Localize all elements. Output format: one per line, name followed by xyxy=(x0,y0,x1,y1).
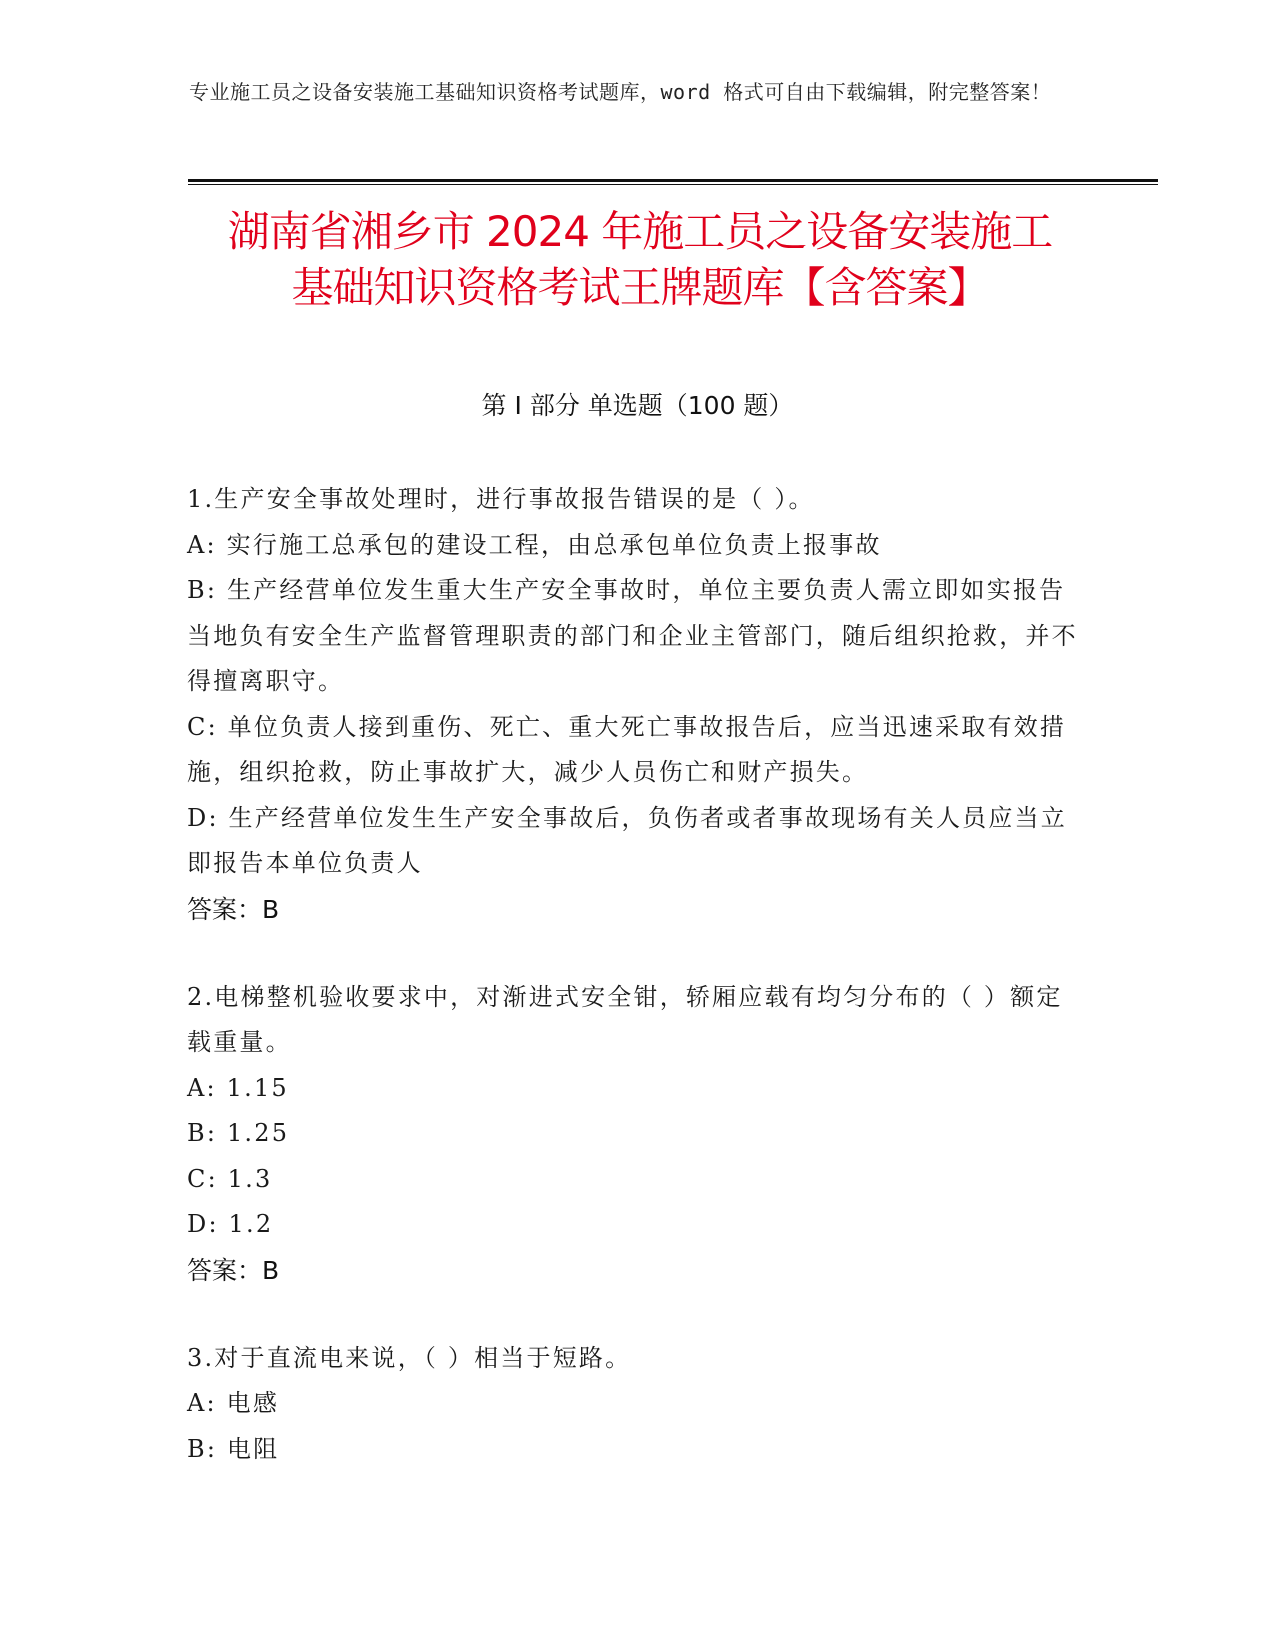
header-note: 专业施工员之设备安装施工基础知识资格考试题库，word 格式可自由下载编辑，附完整答案！ xyxy=(189,80,1052,104)
question-1 xyxy=(187,477,1087,933)
option-d: D: 生产经营单位发生生产安全事故后，负伤者或者事故现场有关人员应当立即报告本单位负责人 xyxy=(187,803,1067,877)
option-b: B: 1.25 xyxy=(187,1119,290,1147)
option-a: A: 实行施工总承包的建设工程，由总承包单位负责上报事故 xyxy=(187,530,882,559)
question-stem: 3.对于直流电来说，（ ）相当于短路。 xyxy=(187,1343,632,1372)
option-b: B: 生产经营单位发生重大生产安全事故时，单位主要负责人需立即如实报告当地负有安全生产监督管理职责的部门和企业主管部门，随后组织抢救，并不得擅离职守。 xyxy=(187,576,1078,695)
option-a: A: 1.15 xyxy=(187,1073,289,1102)
option-c: C: 单位负责人接到重伤、死亡、重大死亡事故报告后，应当迅速采取有效措施，组织抢救，防止事故扩大，减少人员伤亡和财产损失。 xyxy=(187,712,1067,786)
question-2 xyxy=(187,975,1087,1294)
section-heading: 第 I 部分 单选题（100 题） xyxy=(481,391,794,420)
option-d: D: 1.2 xyxy=(187,1210,274,1238)
question-stem: 2.电梯整机验收要求中，对渐进式安全钳，轿厢应载有均匀分布的（ ）额定载重量。 xyxy=(187,982,1063,1056)
option-b: B: 电阻 xyxy=(187,1434,280,1463)
answer: 答案：B xyxy=(187,1255,280,1285)
header-rule-thin xyxy=(188,184,1158,185)
header-rule-thick xyxy=(188,179,1158,182)
document-title xyxy=(180,204,1100,316)
question-3 xyxy=(187,1336,1087,1473)
option-a: A: 电感 xyxy=(187,1389,280,1417)
option-c: C: 1.3 xyxy=(187,1164,273,1193)
answer: 答案：B xyxy=(187,894,280,924)
title-line-2: 基础知识资格考试王牌题库【含答案】 xyxy=(291,263,989,312)
question-stem: 1.生产安全事故处理时，进行事故报告错误的是（ ）。 xyxy=(187,485,815,513)
question-list xyxy=(187,477,1087,1514)
title-line-1: 湖南省湘乡市 2024 年施工员之设备安装施工 xyxy=(227,207,1053,256)
